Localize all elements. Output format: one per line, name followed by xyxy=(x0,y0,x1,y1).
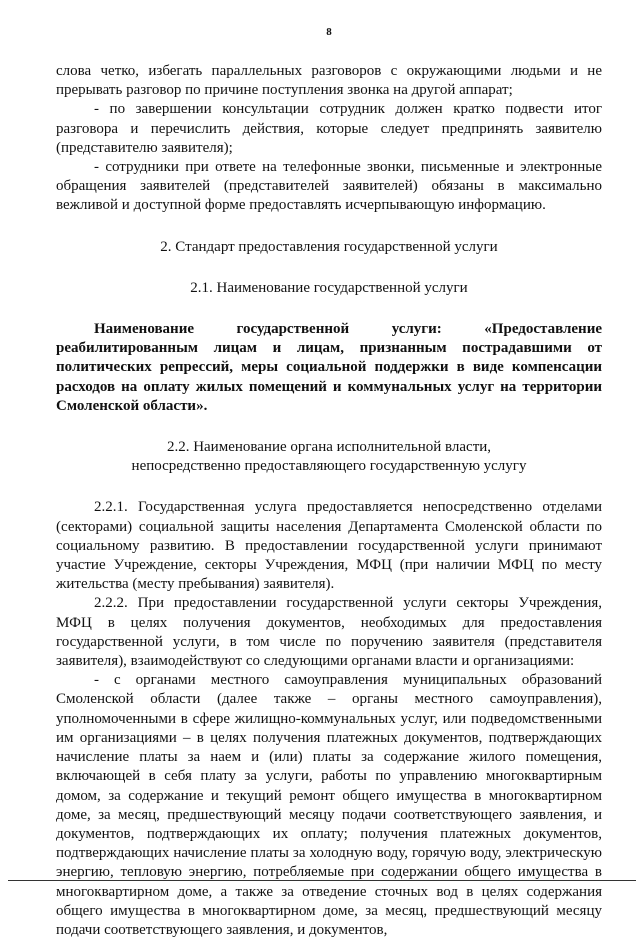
paragraph-2-2-1: 2.2.1. Государственная услуга предоставляется непосредственно отделами (секторами) социальной защиты населения Департамента Смоленской области по социальному развитию. В предоставлении государственной услуги принимают участие Учреждение, секторы Учреждения, МФЦ (при наличии МФЦ по месту жительства (месту пребывания) заявителя). xyxy=(56,499,602,593)
paragraph-phone-conduct: слова четко, избегать параллельных разговоров с окружающими людьми и не прерывать разговор по причине поступления звонка на другой аппарат; xyxy=(56,63,602,99)
paragraph-consultation-end: - по завершении консультации сотрудник должен кратко подвести итог разговора и перечислить действия, которые следует предпринять заявителю (представителю заявителя); xyxy=(56,101,602,156)
section-2-heading: 2. Стандарт предоставления государственной услуги xyxy=(160,238,498,255)
section-2-2-heading-line2: непосредственно предоставляющего государственную услугу xyxy=(131,458,527,475)
paragraph-local-authorities: - с органами местного самоуправления муниципальных образований Смоленской области (далее также – органы местного самоуправления), уполномоченными в сфере жилищно-коммунальных услуг, или подведомственными им организациями – в целях получения платежных документов, подтверждающих начисление платы за наем и (или) платы за содержание жилого помещения, включающей в себя плату за услуги, работы по управлению многоквартирным домом, за содержание и текущий ремонт общего имущества в многоквартирном доме, за месяц, предшествующий месяцу подачи соответствующего заявления, и документов, подтверждающих их оплату; получения платежных документов, подтверждающих начисление платы за холодную воду, горячую воду, электрическую энергию, тепловую энергию, потребляемые при содержании общего имущества в многоквартирном доме, а также за отведение сточных вод в целях содержания общего имущества в многоквартирном доме, за месяц, предшествующий месяцу подачи соответствующего заявления, и документов, xyxy=(56,672,602,938)
section-2-1-heading: 2.1. Наименование государственной услуги xyxy=(190,279,468,296)
bottom-divider xyxy=(8,880,636,881)
page-number: 8 xyxy=(326,26,332,38)
section-2-2-heading-line1: 2.2. Наименование органа исполнительной власти, xyxy=(166,439,492,456)
document-body xyxy=(56,62,602,940)
paragraph-2-2-2: 2.2.2. При предоставлении государственной услуги секторы Учреждения, МФЦ в целях получения документов, необходимых для предоставления государственной услуги, в том числе по поручению заявителя (представителя заявителя), взаимодействуют со следующими органами власти и организациями: xyxy=(56,595,602,670)
service-name-paragraph: Наименование государственной услуги: «Предоставление реабилитированным лицам и лицам, признанным пострадавшими от политических репрессий, меры социальной поддержки в виде компенсации расходов на оплату жилых помещений и коммунальных услуг на территории Смоленской области». xyxy=(56,321,602,414)
document-page xyxy=(56,0,602,938)
paragraph-staff-duties: - сотрудники при ответе на телефонные звонки, письменные и электронные обращения заявителей (представителей заявителей) обязаны в максимально вежливой и доступной форме предоставлять исчерпывающую информацию. xyxy=(56,159,602,214)
